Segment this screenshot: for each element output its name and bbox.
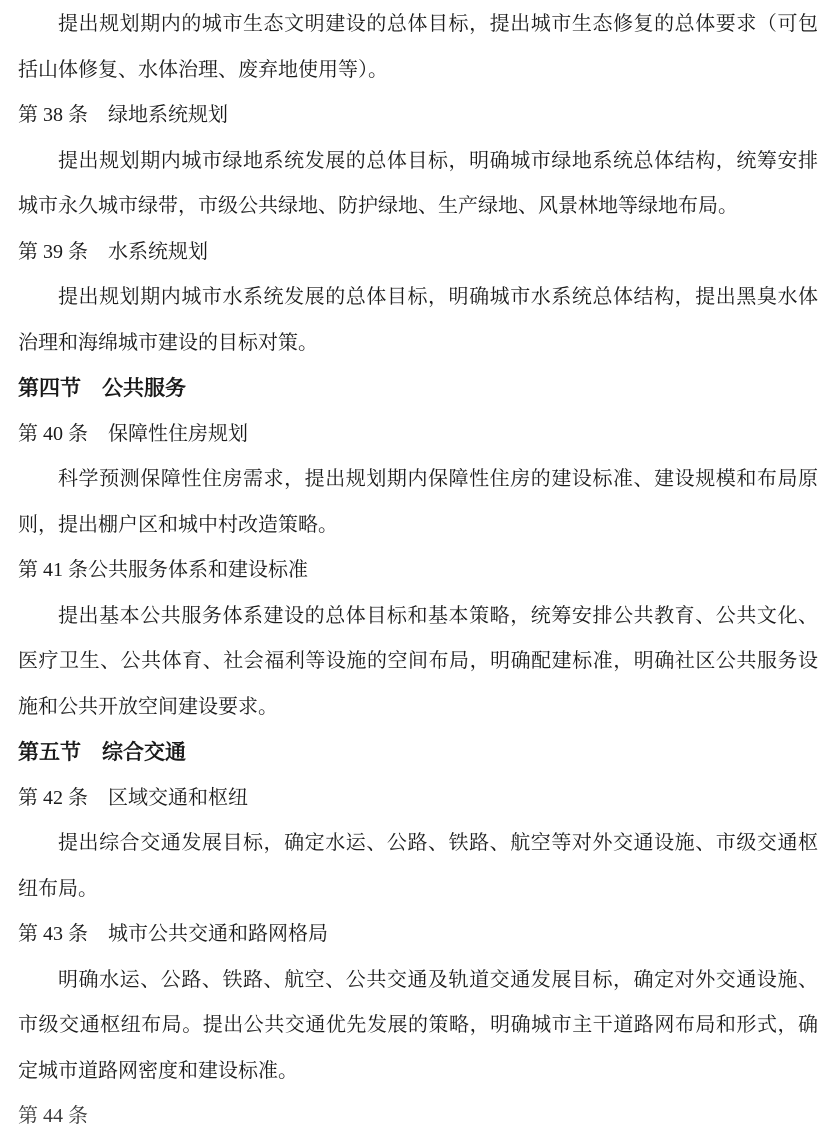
text-line: 提出综合交通发展目标，确定水运、公路、铁路、航空等对外交通设施、市级交通枢	[58, 832, 818, 854]
text-line: 括山体修复、水体治理、废弃地使用等）。	[18, 58, 388, 81]
article-heading: 第 39 条 水系统规划	[18, 240, 208, 263]
clipped-next-line: 第 44 条	[18, 1105, 88, 1127]
text-line: 医疗卫生、公共体育、社会福利等设施的空间布局，明确配建标准，明确社区公共服务设	[18, 650, 818, 672]
text-line: 提出规划期内的城市生态文明建设的总体目标，提出城市生态修复的总体要求（可包	[58, 13, 818, 35]
text-line: 城市永久城市绿带，市级公共绿地、防护绿地、生产绿地、风景林地等绿地布局。	[18, 195, 738, 217]
text-line: 提出规划期内城市绿地系统发展的总体目标，明确城市绿地系统总体结构，统筹安排	[58, 149, 818, 172]
text-line: 定城市道路网密度和建设标准。	[18, 1059, 298, 1082]
section-heading: 第四节 公共服务	[18, 376, 186, 400]
article-heading: 第 41 条公共服务体系和建设标准	[18, 559, 308, 581]
text-line: 纽布局。	[18, 877, 98, 900]
article-heading: 第 40 条 保障性住房规划	[18, 422, 248, 445]
text-line: 科学预测保障性住房需求，提出规划期内保障性住房的建设标准、建设规模和布局原	[58, 468, 818, 490]
text-line: 提出基本公共服务体系建设的总体目标和基本策略，统筹安排公共教育、公共文化、	[58, 604, 818, 627]
text-line: 则，提出棚户区和城中村改造策略。	[18, 513, 338, 536]
document-text-body	[18, 2, 818, 1140]
article-heading: 第 42 条 区域交通和枢纽	[18, 786, 248, 809]
section-heading: 第五节 综合交通	[18, 740, 186, 764]
text-line: 治理和海绵城市建设的目标对策。	[18, 331, 318, 354]
text-line: 施和公共开放空间建设要求。	[18, 695, 278, 718]
text-line: 提出规划期内城市水系统发展的总体目标，明确城市水系统总体结构，提出黑臭水体	[58, 286, 818, 308]
text-line: 市级交通枢纽布局。提出公共交通优先发展的策略，明确城市主干道路网布局和形式，确	[18, 1014, 818, 1036]
article-heading: 第 38 条 绿地系统规划	[18, 104, 228, 126]
article-heading: 第 43 条 城市公共交通和路网格局	[18, 923, 328, 945]
text-line: 明确水运、公路、铁路、航空、公共交通及轨道交通发展目标，确定对外交通设施、	[58, 968, 818, 991]
